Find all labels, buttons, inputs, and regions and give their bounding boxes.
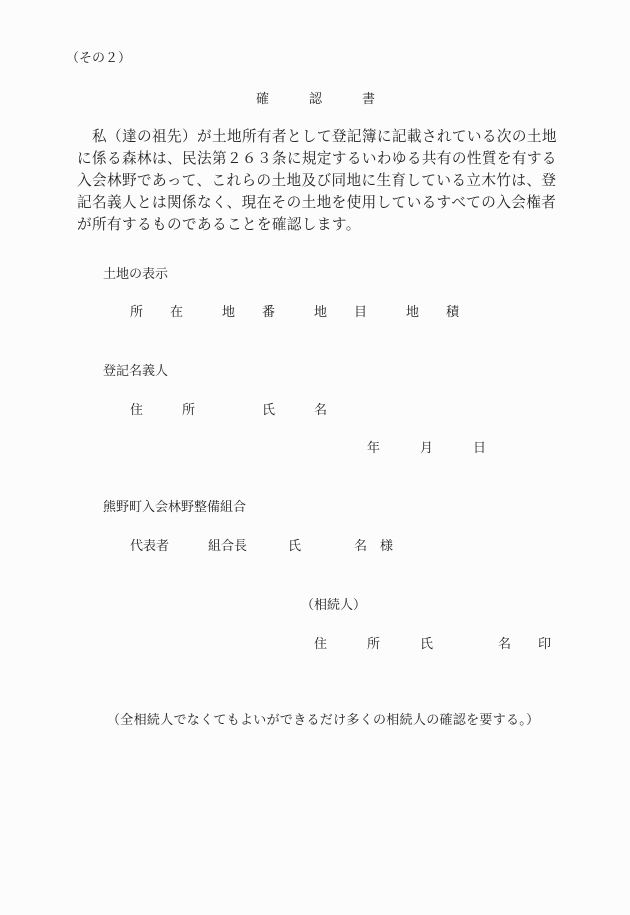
heir-field: 名 (498, 637, 512, 652)
land-col: 番 (262, 305, 276, 320)
date-day: 日 (473, 441, 487, 456)
heir-field: 住 (314, 637, 328, 652)
section-label: （その２） (66, 51, 132, 66)
date-month: 月 (420, 441, 434, 456)
land-col: 積 (446, 305, 460, 320)
land-col: 在 (170, 305, 184, 320)
land-col: 目 (354, 305, 368, 320)
association-field: 代表者 (130, 539, 170, 554)
date-year: 年 (367, 441, 381, 456)
confirmation-body: 私（達の祖先）が土地所有者として登記簿に記載されている次の土地に係る森林は、民法第２６３条に規定するいわゆる共有の性質を有する入会林野であって、これらの土地及び同地に生育している立木竹は、登記名義人とは関係なく、現在その土地を使用しているすべての入会権者が所有するものであることを確認します。 (77, 128, 557, 233)
association-field: 名 (354, 539, 368, 554)
holder-field: 所 (182, 403, 196, 418)
title-char: 認 (309, 92, 323, 107)
heir-field: 印 (538, 637, 552, 652)
holder-field: 氏 (262, 403, 276, 418)
title-char: 確 (256, 92, 270, 107)
land-col: 所 (130, 305, 144, 320)
association-field: 氏 (288, 539, 302, 554)
holder-field: 名 (314, 403, 328, 418)
land-col: 地 (314, 305, 328, 320)
land-col: 地 (222, 305, 236, 320)
association-field: 組合長 (208, 539, 248, 554)
association-field: 様 (380, 539, 394, 554)
footnote: （全相続人でなくてもよいができるだけ多くの相続人の確認を要する。） (107, 713, 540, 728)
holder-heading: 登記名義人 (103, 364, 169, 379)
association-heading: 熊野町入会林野整備組合 (103, 500, 247, 515)
heir-heading: （相続人） (301, 598, 367, 613)
land-col: 地 (406, 305, 420, 320)
land-heading: 土地の表示 (103, 267, 169, 282)
heir-field: 氏 (420, 637, 434, 652)
title-char: 書 (362, 92, 376, 107)
holder-field: 住 (130, 403, 144, 418)
heir-field: 所 (367, 637, 381, 652)
